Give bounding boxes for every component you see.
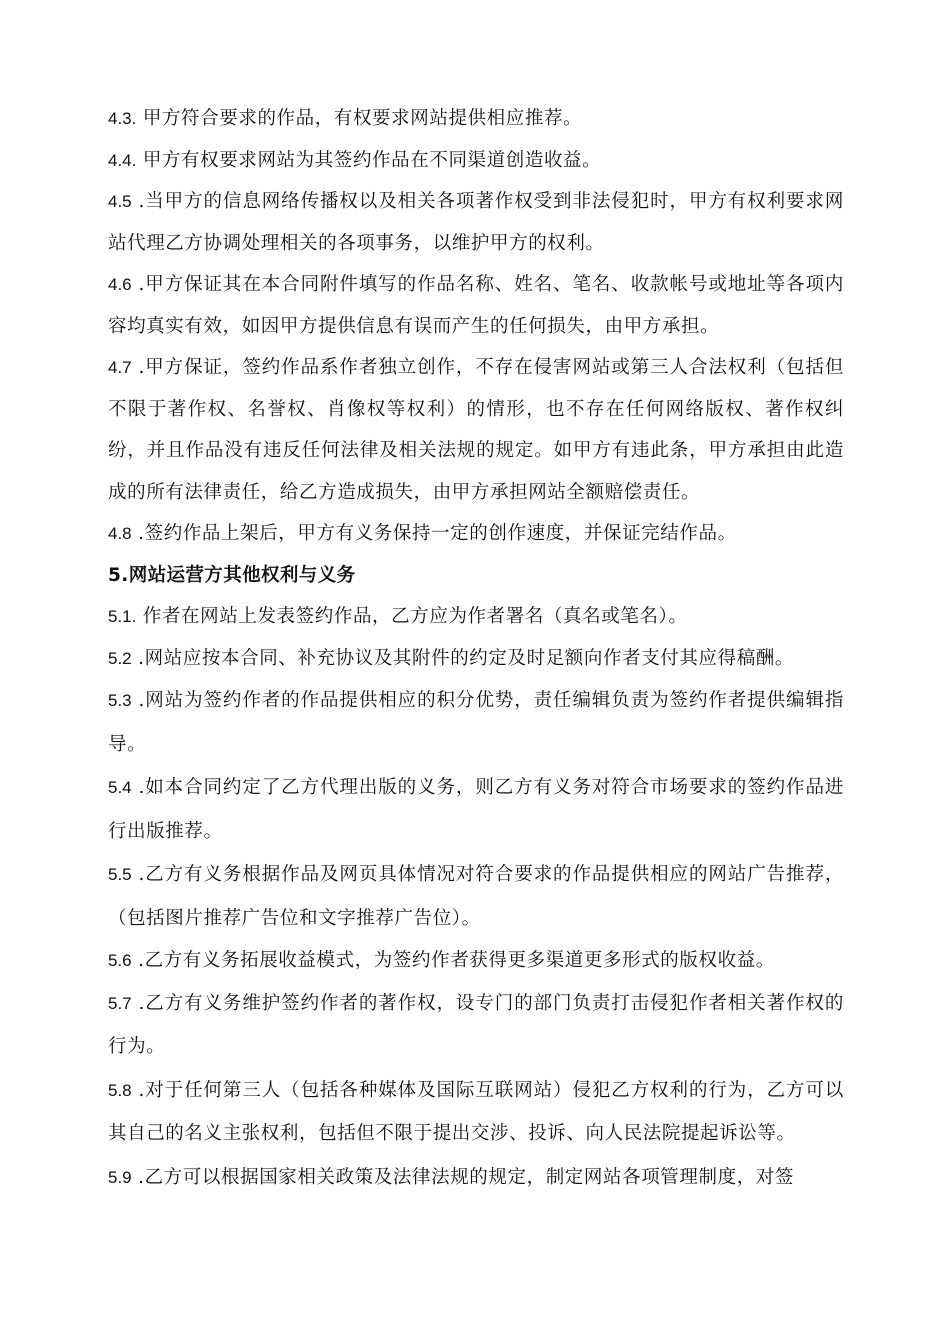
clause-text: 甲方有权要求网站为其签约作品在不同渠道创造收益。 bbox=[136, 149, 602, 171]
clause-5-9 bbox=[108, 1156, 844, 1200]
clause-4-3 bbox=[108, 98, 844, 140]
clause-4-8 bbox=[108, 513, 844, 555]
clause-text: .网站应按本合同、补充协议及其附件的约定及时足额向作者支付其应得稿酬。 bbox=[131, 647, 795, 669]
clause-5-2 bbox=[108, 638, 844, 680]
clause-number: 4.4. bbox=[108, 150, 137, 170]
clause-number: 4.5 bbox=[108, 192, 132, 211]
clause-number: 5.6 bbox=[108, 951, 132, 970]
clause-5-4 bbox=[108, 766, 844, 853]
section-5-heading: 5.网站运营方其他权利与义务 bbox=[108, 564, 356, 586]
clause-5-5 bbox=[108, 853, 844, 940]
clause-text: .甲方保证其在本合同附件填写的作品名称、姓名、笔名、收款帐号或地址等各项内容均真实有效，如因甲方提供信息有误而产生的任何损失，由甲方承担。 bbox=[108, 274, 844, 337]
clause-text: .对于任何第三人（包括各种媒体及国际互联网站）侵犯乙方权利的行为，乙方可以其自己的名义主张权利，包括但不限于提出交涉、投诉、向人民法院提起诉讼等。 bbox=[108, 1079, 844, 1144]
clause-number: 5.5 bbox=[108, 865, 132, 884]
clause-text: .当甲方的信息网络传播权以及相关各项著作权受到非法侵犯时，甲方有权利要求网站代理乙方协调处理相关的各项事务，以维护甲方的权利。 bbox=[108, 191, 844, 254]
clause-number: 5.8 bbox=[108, 1080, 132, 1100]
clause-text: .网站为签约作者的作品提供相应的积分优势，责任编辑负责为签约作者提供编辑指导。 bbox=[108, 690, 844, 755]
clause-text: 甲方符合要求的作品，有权要求网站提供相应推荐。 bbox=[136, 108, 583, 129]
clause-4-6 bbox=[108, 264, 844, 347]
clause-5-8 bbox=[108, 1069, 844, 1156]
clause-text: .签约作品上架后，甲方有义务保持一定的创作速度，并保证完结作品。 bbox=[131, 523, 737, 544]
document-page bbox=[108, 98, 844, 1199]
clause-number: 5.9 bbox=[108, 1167, 132, 1187]
clause-4-4 bbox=[108, 140, 844, 182]
clause-text: 作者在网站上发表签约作品，乙方应为作者署名（真名或笔名）。 bbox=[136, 606, 688, 627]
clause-4-7 bbox=[108, 347, 844, 513]
clause-5-1 bbox=[108, 596, 844, 638]
clause-number: 5.1. bbox=[108, 607, 137, 626]
clause-number: 5.4 bbox=[108, 778, 132, 797]
clause-text: .乙方可以根据国家相关政策及法律法规的规定，制定网站各项管理制度，对签 bbox=[131, 1166, 795, 1188]
clause-number: 5.7 bbox=[108, 993, 132, 1013]
clause-text: .乙方有义务根据作品及网页具体情况对符合要求的作品提供相应的网站广告推荐，（包括图片推荐广告位和文字推荐广告位）。 bbox=[108, 864, 844, 929]
clause-number: 5.2 bbox=[108, 648, 132, 668]
clause-text: .甲方保证，签约作品系作者独立创作，不存在侵害网站或第三人合法权利（包括但不限于著作权、名誉权、肖像权等权利）的情形，也不存在任何网络版权、著作权纠纷，并且作品没有违反任何法律及相关法规的规定。如甲方有违此条，甲方承担由此造成的所有法律责任，给乙方造成损失，由甲方承担网站全额赔偿责任。 bbox=[108, 357, 844, 503]
clause-number: 4.8 bbox=[108, 524, 132, 543]
clause-4-5 bbox=[108, 181, 844, 264]
clause-text: .乙方有义务拓展收益模式，为签约作者获得更多渠道更多形式的版权收益。 bbox=[131, 950, 775, 971]
clause-number: 4.6 bbox=[108, 275, 132, 294]
clause-5-7 bbox=[108, 982, 844, 1069]
clause-5-6 bbox=[108, 940, 844, 982]
clause-number: 4.7 bbox=[108, 358, 132, 377]
clause-text: .乙方有义务维护签约作者的著作权，设专门的部门负责打击侵犯作者相关著作权的行为。 bbox=[108, 992, 844, 1057]
clause-5-3 bbox=[108, 679, 844, 766]
clause-number: 5.3 bbox=[108, 691, 132, 710]
clause-number: 4.3. bbox=[108, 109, 137, 128]
clause-text: .如本合同约定了乙方代理出版的义务，则乙方有义务对符合市场要求的签约作品进行出版推荐。 bbox=[108, 777, 844, 842]
